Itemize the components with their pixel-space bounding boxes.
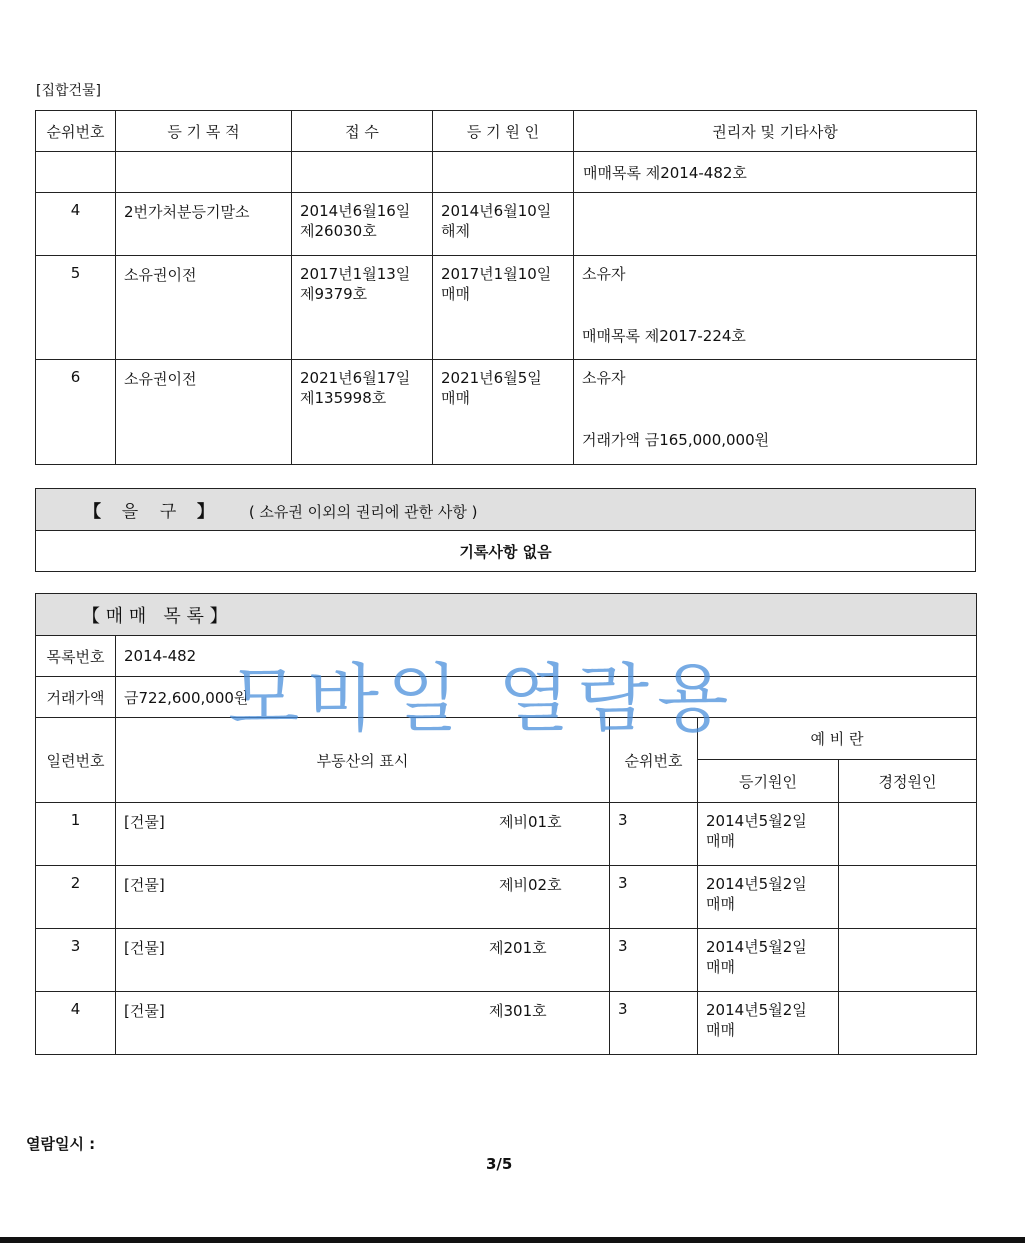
registration-cause <box>698 992 839 1055</box>
owner-label: 소유자 <box>582 265 626 283</box>
rank-number: 4 <box>36 193 116 256</box>
building-label: [건물] <box>124 939 165 957</box>
cause-type: 매매 <box>706 832 735 850</box>
bottom-border <box>0 1237 1025 1243</box>
list-number-value: 2014-482 <box>116 636 977 677</box>
trade-price-label: 거래가액 <box>36 677 116 718</box>
receipt-cell <box>292 360 433 465</box>
table-row <box>36 193 977 256</box>
correction-cause <box>839 929 977 992</box>
registration-purpose: 소유권이전 <box>116 360 292 465</box>
header-serial: 일련번호 <box>36 718 116 803</box>
receipt-date: 2021년6월17일 <box>300 369 411 387</box>
unit-number: 제201호 <box>489 939 547 957</box>
eul-body: 기록사항 없음 <box>36 531 976 572</box>
serial-number: 1 <box>36 803 116 866</box>
receipt-date: 2017년1월13일 <box>300 265 411 283</box>
rank-number: 3 <box>610 866 698 929</box>
property-cell <box>116 803 610 866</box>
eul-bracket-open: 【 <box>84 502 101 522</box>
receipt-number: 제26030호 <box>300 222 377 240</box>
cause-type: 해제 <box>441 222 470 240</box>
cause-date: 2014년5월2일 <box>706 875 807 893</box>
rights-cell <box>574 256 977 360</box>
owner-label: 소유자 <box>582 369 626 387</box>
header-receipt: 접 수 <box>292 111 433 152</box>
rank-number: 3 <box>610 992 698 1055</box>
trade-list-title: 【 매 매 목 록 】 <box>36 594 977 636</box>
gap-table-header-row <box>36 111 977 152</box>
registration-purpose: 2번가처분등기말소 <box>116 193 292 256</box>
eul-section <box>35 488 976 572</box>
table-row <box>36 256 977 360</box>
mobile-view-watermark: 모바일 열람용 <box>228 656 737 742</box>
table-row <box>36 152 977 193</box>
rights-cell <box>574 193 977 256</box>
unit-number: 제비02호 <box>499 876 562 894</box>
eul-subtitle: ( 소유권 이외의 권리에 관한 사항 ) <box>248 503 478 521</box>
cause-type: 매매 <box>706 1021 735 1039</box>
eul-bracket-close: 】 <box>197 502 215 522</box>
receipt-cell <box>292 193 433 256</box>
building-label: [건물] <box>124 1002 165 1020</box>
serial-number: 2 <box>36 866 116 929</box>
cause-date: 2014년5월2일 <box>706 812 807 830</box>
header-purpose: 등 기 목 적 <box>116 111 292 152</box>
registration-cause <box>698 929 839 992</box>
cause-type: 매매 <box>706 958 735 976</box>
header-rank: 순위번호 <box>610 718 698 803</box>
cause-date: 2014년6월10일 <box>441 202 552 220</box>
correction-cause <box>839 866 977 929</box>
cause-cell <box>433 193 574 256</box>
registration-purpose: 소유권이전 <box>116 256 292 360</box>
correction-cause <box>839 992 977 1055</box>
cause-date: 2021년6월5일 <box>441 369 542 387</box>
registration-cause <box>698 866 839 929</box>
unit-number: 제301호 <box>489 1002 547 1020</box>
table-row <box>36 866 977 929</box>
eul-title: 을 구 <box>121 502 177 522</box>
table-row <box>36 929 977 992</box>
cause-date: 2014년5월2일 <box>706 938 807 956</box>
table-row <box>36 803 977 866</box>
cause-date: 2017년1월10일 <box>441 265 552 283</box>
rank-number: 6 <box>36 360 116 465</box>
gap-table <box>35 110 977 465</box>
cause-date: 2014년5월2일 <box>706 1001 807 1019</box>
serial-number: 3 <box>36 929 116 992</box>
building-label: [건물] <box>124 876 165 894</box>
list-number-label: 목록번호 <box>36 636 116 677</box>
rank-number: 3 <box>610 803 698 866</box>
property-cell <box>116 992 610 1055</box>
registration-cause <box>698 803 839 866</box>
receipt-number: 제135998호 <box>300 389 387 407</box>
cause-cell <box>433 360 574 465</box>
serial-number: 4 <box>36 992 116 1055</box>
receipt-date: 2014년6월16일 <box>300 202 411 220</box>
header-rights: 권리자 및 기타사항 <box>574 111 977 152</box>
view-datetime-label: 열람일시 : <box>26 1135 96 1153</box>
cause-type: 매매 <box>441 285 470 303</box>
property-cell <box>116 866 610 929</box>
header-property: 부동산의 표시 <box>116 718 610 803</box>
cause-cell <box>433 256 574 360</box>
header-rank: 순위번호 <box>36 111 116 152</box>
cause-type: 매매 <box>441 389 470 407</box>
correction-cause <box>839 803 977 866</box>
receipt-number: 제9379호 <box>300 285 368 303</box>
header-cause: 등 기 원 인 <box>433 111 574 152</box>
rights-detail: 거래가액 금165,000,000원 <box>582 431 770 449</box>
page-indicator: 3/5 <box>486 1155 513 1173</box>
rank-number: 3 <box>610 929 698 992</box>
header-correction-cause: 경정원인 <box>839 760 977 803</box>
trade-list-note: 매매목록 제2014-482호 <box>574 152 977 193</box>
unit-number: 제비01호 <box>499 813 562 831</box>
receipt-cell <box>292 256 433 360</box>
trade-price-value: 금722,600,000원 <box>116 677 977 718</box>
cause-type: 매매 <box>706 895 735 913</box>
table-row <box>36 992 977 1055</box>
rights-detail: 매매목록 제2017-224호 <box>582 327 746 345</box>
eul-header <box>36 489 976 531</box>
section-label: [집합건물] <box>36 83 102 99</box>
rank-number: 5 <box>36 256 116 360</box>
table-row <box>36 360 977 465</box>
property-cell <box>116 929 610 992</box>
rights-cell <box>574 360 977 465</box>
building-label: [건물] <box>124 813 165 831</box>
header-remarks: 예 비 란 <box>698 718 977 760</box>
header-registration-cause: 등기원인 <box>698 760 839 803</box>
